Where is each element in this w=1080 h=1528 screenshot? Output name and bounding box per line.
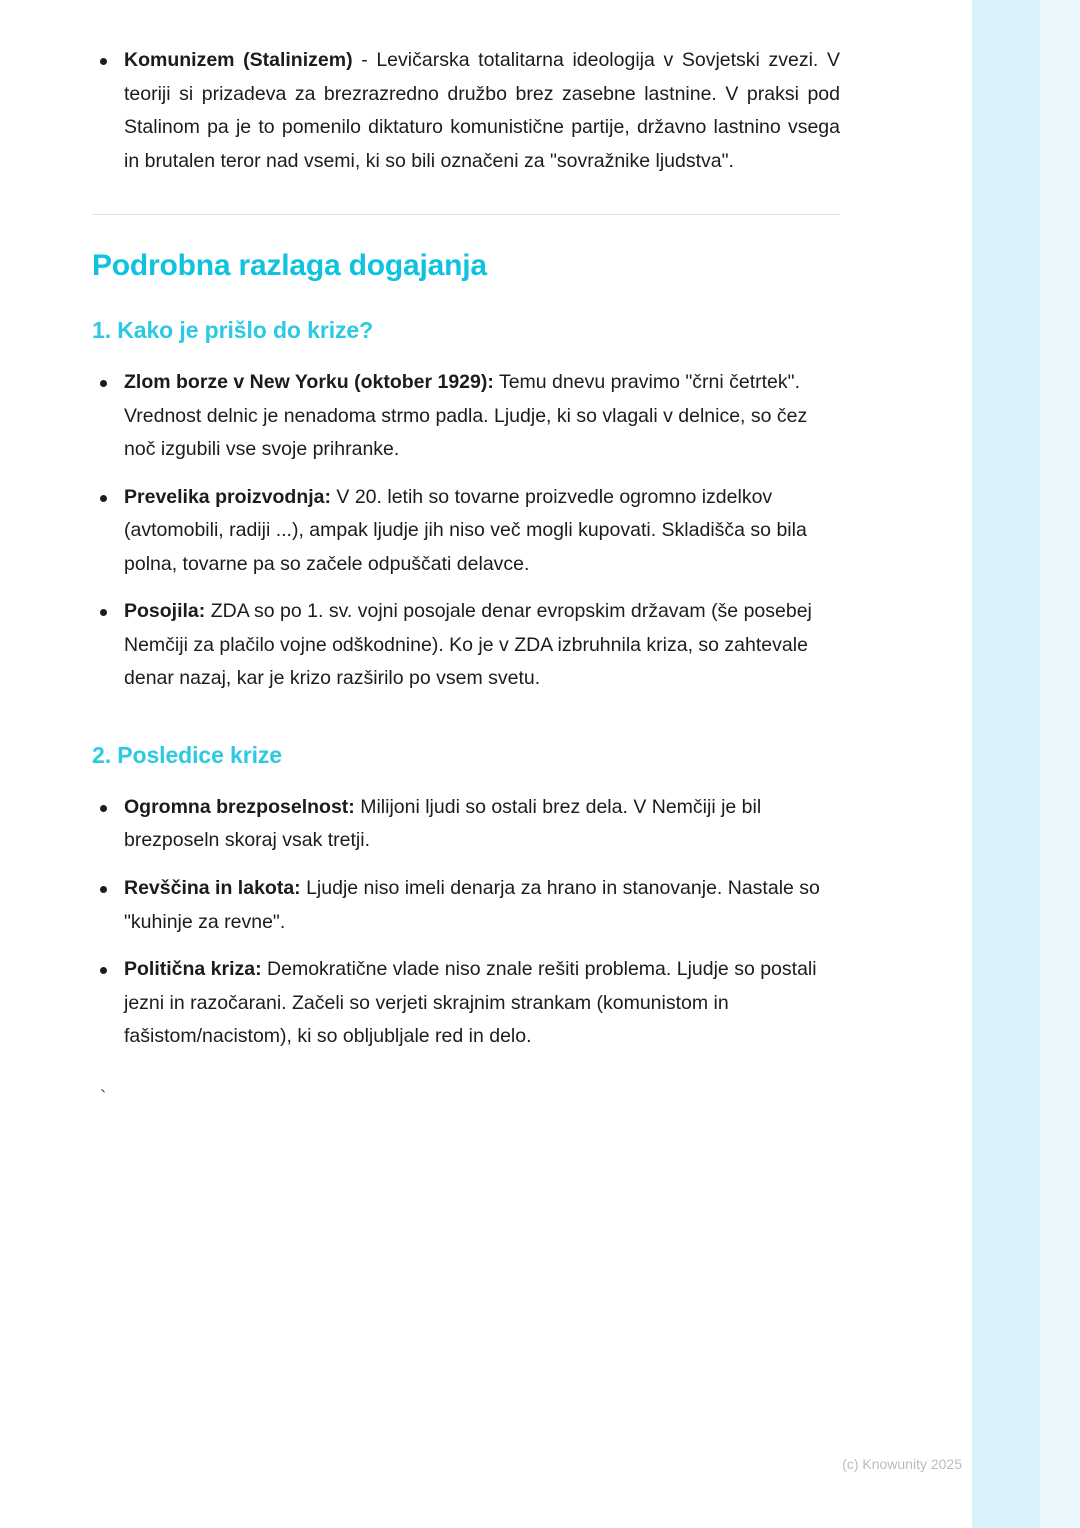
bullet-text: - Levičarska totalitarna ideologija v Sovjetski zvezi. V teoriji si prizadeva za brezrazredno družbo brez zasebne lastnine. V praksi pod Stalinom pa je to pomenilo diktaturo komunistične partije, državno lastnino vsega in brutalen teror nad vsemi, ki so bili označeni za "sovražnike ljudstva". xyxy=(124,49,840,172)
section-divider xyxy=(92,214,840,215)
bullet-term: Revščina in lakota: xyxy=(124,876,301,899)
bullet-text: V 20. letih so tovarne proizvedle ogromno izdelkov (avtomobili, radiji ...), ampak ljudje jih niso več mogli kupovati. Skladišča so bila polna, tovarne pa so začele odpuščati delavce. xyxy=(124,485,807,575)
bullet-term: Prevelika proizvodnja: xyxy=(124,485,331,508)
list-item xyxy=(92,366,840,467)
page-side-band-inner xyxy=(972,0,1040,1528)
list-item xyxy=(92,481,840,582)
bullet-term: Posojila: xyxy=(124,600,206,623)
bullet-text: Milijoni ljudi so ostali brez dela. V Nemčiji je bil brezposeln skoraj vsak tretji. xyxy=(124,795,762,852)
list-item xyxy=(92,953,840,1054)
intro-bullet-list xyxy=(92,44,840,178)
subsection-2-bullet-list xyxy=(92,791,840,1054)
stray-backtick-mark: ` xyxy=(100,1087,107,1109)
bullet-term: Ogromna brezposelnost: xyxy=(124,795,355,818)
bullet-text: Demokratične vlade niso znale rešiti problema. Ljudje so postali jezni in razočarani. Začeli so verjeti skrajnim strankam (komunistom in fašistom/nacistom), ki so obljubljale red in delo. xyxy=(124,958,817,1048)
bullet-text: Ljudje niso imeli denarja za hrano in stanovanje. Nastale so "kuhinje za revne". xyxy=(124,876,820,933)
subsection-2-title: 2. Posledice krize xyxy=(92,741,282,768)
list-item xyxy=(92,595,840,696)
list-item xyxy=(92,791,840,858)
bullet-text: Temu dnevu pravimo "črni četrtek". Vrednost delnic je nenadoma strmo padla. Ljudje, ki so vlagali v delnice, so čez noč izgubili vse svoje prihranke. xyxy=(124,371,808,461)
bullet-term: Politična kriza: xyxy=(124,958,262,981)
page-title: Podrobna razlaga dogajanja xyxy=(92,249,487,283)
footer-copyright: (c) Knowunity 2025 xyxy=(842,1456,962,1472)
subsection-1-bullet-list xyxy=(92,366,840,696)
list-item xyxy=(92,44,840,178)
list-item xyxy=(92,872,840,939)
bullet-term: Zlom borze v New Yorku (oktober 1929): xyxy=(124,371,494,394)
subsection-1-title: 1. Kako je prišlo do krize? xyxy=(92,317,374,344)
bullet-text: ZDA so po 1. sv. vojni posojale denar evropskim državam (še posebej Nemčiji za plačilo vojne odškodnine). Ko je v ZDA izbruhnila kriza, so zahtevale denar nazaj, kar je krizo razširilo po vsem svetu. xyxy=(124,600,812,690)
bullet-term: Komunizem (Stalinizem) xyxy=(124,49,353,71)
